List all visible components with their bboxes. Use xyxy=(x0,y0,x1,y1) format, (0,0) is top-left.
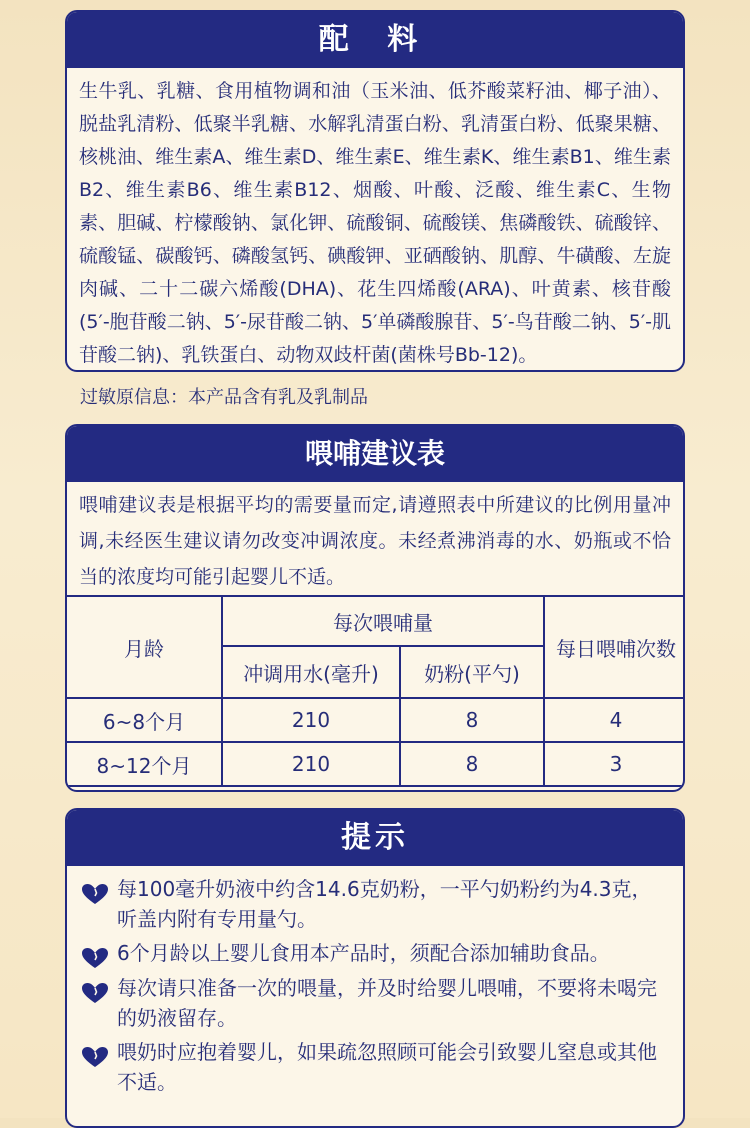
tips-list xyxy=(67,866,683,1097)
header-amount: 每次喂哺量 xyxy=(222,596,544,646)
header-powder: 奶粉(平勺) xyxy=(400,646,544,698)
heart-icon xyxy=(81,883,109,905)
ingredients-text: 生牛乳、乳糖、食用植物调和油（玉米油、低芥酸菜籽油、椰子油）、脱盐乳清粉、低聚半乳糖、水解乳清蛋白粉、乳清蛋白粉、低聚果糖、核桃油、维生素A、维生素D、维生素E、维生素K、维生素B1、维生素B2、维生素B6、维生素B12、烟酸、叶酸、泛酸、维生素C、生物素、胆碱、柠檬酸钠、氯化钾、硫酸铜、硫酸镁、焦磷酸铁、硫酸锌、硫酸锰、碳酸钙、磷酸氢钙、碘酸钾、亚硒酸钠、肌醇、牛磺酸、左旋肉碱、二十二碳六烯酸(DHA)、花生四烯酸(ARA)、叶黄素、核苷酸(5′-胞苷酸二钠、5′-尿苷酸二钠、5′单磷酸腺苷、5′-鸟苷酸二钠、5′-肌苷酸二钠)、乳铁蛋白、动物双歧杆菌(菌株号Bb-12)。 xyxy=(79,80,671,366)
heart-icon xyxy=(81,982,109,1004)
feeding-panel xyxy=(65,424,685,792)
header-times: 每日喂哺次数 xyxy=(544,596,685,698)
ingredients-title: 配 料 xyxy=(67,12,683,68)
list-item xyxy=(81,1037,671,1097)
tips-panel xyxy=(65,808,685,1128)
heart-icon xyxy=(81,947,109,969)
heart-icon xyxy=(81,1046,109,1068)
ingredients-panel xyxy=(65,10,685,372)
feeding-intro: 喂哺建议表是根据平均的需要量而定,请遵照表中所建议的比例用量冲调,未经医生建议请勿改变冲调浓度。未经煮沸消毒的水、奶瓶或不恰当的浓度均可能引起婴儿不适。 xyxy=(79,494,671,588)
cell-water: 210 xyxy=(222,742,400,786)
cell-times: 3 xyxy=(544,742,685,786)
feeding-table xyxy=(65,595,685,787)
tip-text: 每次请只准备一次的喂量，并及时给婴儿喂哺，不要将未喝完的奶液留存。 xyxy=(117,976,657,1030)
cell-water: 210 xyxy=(222,698,400,742)
tip-text: 喂奶时应抱着婴儿，如果疏忽照顾可能会引致婴儿窒息或其他不适。 xyxy=(117,1040,657,1094)
table-row xyxy=(66,698,685,742)
tips-title: 提示 xyxy=(67,810,683,866)
cell-age: 6~8个月 xyxy=(66,698,222,742)
cell-age: 8~12个月 xyxy=(66,742,222,786)
list-item xyxy=(81,973,671,1033)
cell-powder: 8 xyxy=(400,698,544,742)
tip-text: 6个月龄以上婴儿食用本产品时，须配合添加辅助食品。 xyxy=(117,941,610,965)
feeding-title: 喂哺建议表 xyxy=(67,426,683,482)
tip-text: 每100毫升奶液中约含14.6克奶粉，一平勺奶粉约为4.3克，听盖内附有专用量勺。 xyxy=(117,877,652,931)
cell-powder: 8 xyxy=(400,742,544,786)
list-item xyxy=(81,938,671,969)
cell-times: 4 xyxy=(544,698,685,742)
header-water: 冲调用水(毫升) xyxy=(222,646,400,698)
allergen-info: 过敏原信息：本产品含有乳及乳制品 xyxy=(80,387,368,408)
header-age: 月龄 xyxy=(66,596,222,698)
table-row xyxy=(66,742,685,786)
list-item xyxy=(81,874,671,934)
